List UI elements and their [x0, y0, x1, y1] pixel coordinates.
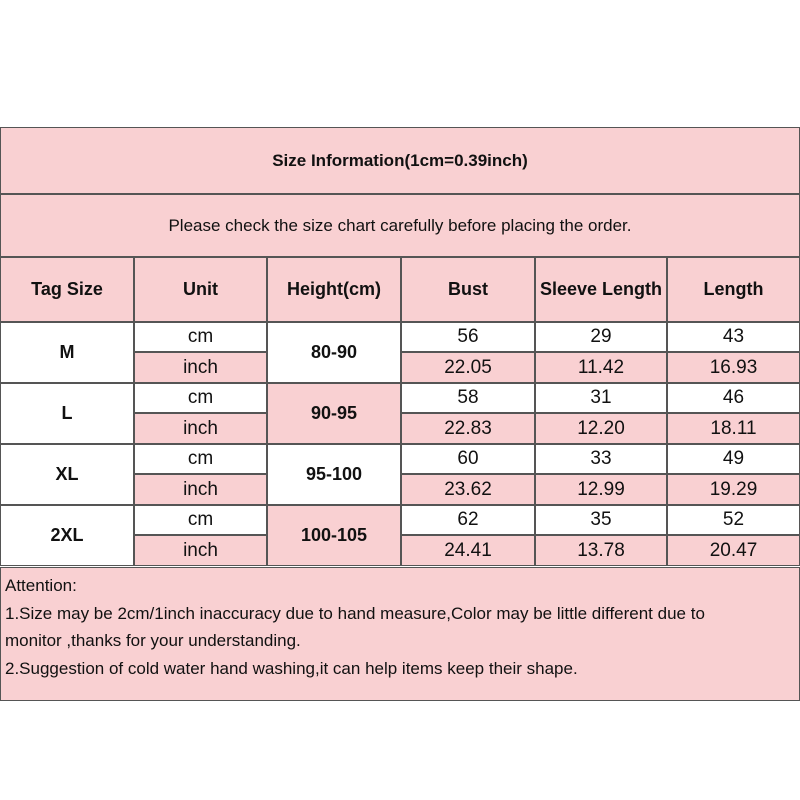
header-length: Length: [667, 257, 800, 322]
attention-line-1: 1.Size may be 2cm/1inch inaccuracy due to hand measure,Color may be little different due to: [5, 603, 705, 623]
bust-inch-cell: 23.62: [401, 474, 535, 505]
tag-size-cell: L: [0, 383, 134, 444]
sleeve-cm-cell: 35: [535, 505, 667, 535]
unit-cell: cm: [134, 505, 267, 535]
tag-size-cell: 2XL: [0, 505, 134, 566]
sleeve-cm-cell: 31: [535, 383, 667, 413]
bust-inch-cell: 22.05: [401, 352, 535, 383]
height-cell: 80-90: [267, 322, 401, 383]
header-bust: Bust: [401, 257, 535, 322]
header-sleeve-length: Sleeve Length: [535, 257, 667, 322]
height-cell: 90-95: [267, 383, 401, 444]
bust-cm-cell: 56: [401, 322, 535, 352]
length-inch-cell: 20.47: [667, 535, 800, 566]
attention-notes: [0, 567, 800, 701]
size-chart: [0, 127, 800, 701]
sleeve-cm-cell: 33: [535, 444, 667, 474]
sleeve-inch-cell: 12.99: [535, 474, 667, 505]
height-cell: 100-105: [267, 505, 401, 566]
length-inch-cell: 18.11: [667, 413, 800, 444]
unit-cell: cm: [134, 383, 267, 413]
bust-inch-cell: 24.41: [401, 535, 535, 566]
length-cm-cell: 46: [667, 383, 800, 413]
tag-size-cell: M: [0, 322, 134, 383]
height-cell: 95-100: [267, 444, 401, 505]
tag-size-cell: XL: [0, 444, 134, 505]
length-cm-cell: 52: [667, 505, 800, 535]
unit-cell: inch: [134, 535, 267, 566]
bust-cm-cell: 58: [401, 383, 535, 413]
header-height: Height(cm): [267, 257, 401, 322]
header-unit: Unit: [134, 257, 267, 322]
length-cm-cell: 49: [667, 444, 800, 474]
bust-inch-cell: 22.83: [401, 413, 535, 444]
sleeve-inch-cell: 13.78: [535, 535, 667, 566]
header-tag-size: Tag Size: [0, 257, 134, 322]
attention-line-1-cont: monitor ,thanks for your understanding.: [5, 631, 301, 650]
sleeve-cm-cell: 29: [535, 322, 667, 352]
length-cm-cell: 43: [667, 322, 800, 352]
length-inch-cell: 19.29: [667, 474, 800, 505]
unit-cell: inch: [134, 413, 267, 444]
unit-cell: cm: [134, 444, 267, 474]
unit-cell: inch: [134, 352, 267, 383]
attention-heading: Attention:: [5, 576, 77, 595]
length-inch-cell: 16.93: [667, 352, 800, 383]
unit-cell: inch: [134, 474, 267, 505]
sleeve-inch-cell: 11.42: [535, 352, 667, 383]
chart-title: Size Information(1cm=0.39inch): [0, 127, 800, 194]
sleeve-inch-cell: 12.20: [535, 413, 667, 444]
chart-note: Please check the size chart carefully before placing the order.: [0, 194, 800, 257]
bust-cm-cell: 60: [401, 444, 535, 474]
attention-line-2: 2.Suggestion of cold water hand washing,it can help items keep their shape.: [5, 658, 578, 678]
bust-cm-cell: 62: [401, 505, 535, 535]
unit-cell: cm: [134, 322, 267, 352]
